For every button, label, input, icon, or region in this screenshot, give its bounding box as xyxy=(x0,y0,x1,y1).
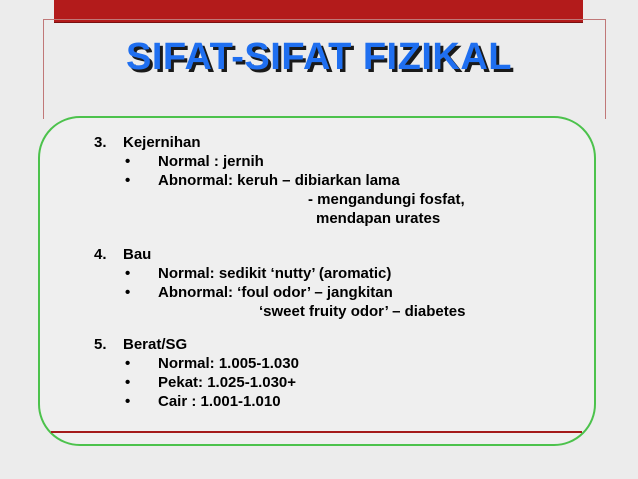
list-item: • Abnormal: keruh – dibiarkan lama xyxy=(125,172,400,189)
list-item: • Abnormal: ‘foul odor’ – jangkitan xyxy=(125,284,393,301)
section-number: 3. xyxy=(94,134,107,151)
spacer xyxy=(94,321,400,335)
list-item: • Pekat: 1.025-1.030+ xyxy=(125,374,297,391)
section-title: Kejernihan xyxy=(123,134,201,151)
bullet-icon: • xyxy=(125,355,131,372)
section-number: 5. xyxy=(94,336,107,353)
bottom-divider-line xyxy=(51,431,582,433)
bullet-icon: • xyxy=(125,393,131,410)
list-item: • Cair : 1.001-1.010 xyxy=(125,393,281,410)
slide-title: SIFAT-SIFAT FIZIKAL xyxy=(126,36,512,78)
list-item: • Normal: 1.005-1.030 xyxy=(125,355,299,372)
section-title: Bau xyxy=(123,246,152,263)
section-heading xyxy=(94,245,400,264)
bullet-icon: • xyxy=(125,284,131,301)
slide-content xyxy=(94,133,466,411)
spacer xyxy=(94,228,400,245)
list-item: • Normal: sedikit ‘nutty’ (aromatic) xyxy=(125,265,392,282)
list-item: • Normal : jernih xyxy=(125,153,264,170)
section-number: 4. xyxy=(94,246,107,263)
bullet-icon: • xyxy=(125,374,131,391)
continuation-line: mendapan urates xyxy=(316,210,441,227)
bullet-icon: • xyxy=(125,172,131,189)
bullet-icon: • xyxy=(125,153,131,170)
section-heading xyxy=(94,335,400,354)
continuation-line: ‘sweet fruity odor’ – diabetes xyxy=(259,303,466,320)
section-title: Berat/SG xyxy=(123,336,188,353)
continuation-line: - mengandungi fosfat, xyxy=(308,191,465,208)
section-heading xyxy=(94,133,400,152)
frame-line-top xyxy=(43,19,606,20)
bullet-icon: • xyxy=(125,265,131,282)
